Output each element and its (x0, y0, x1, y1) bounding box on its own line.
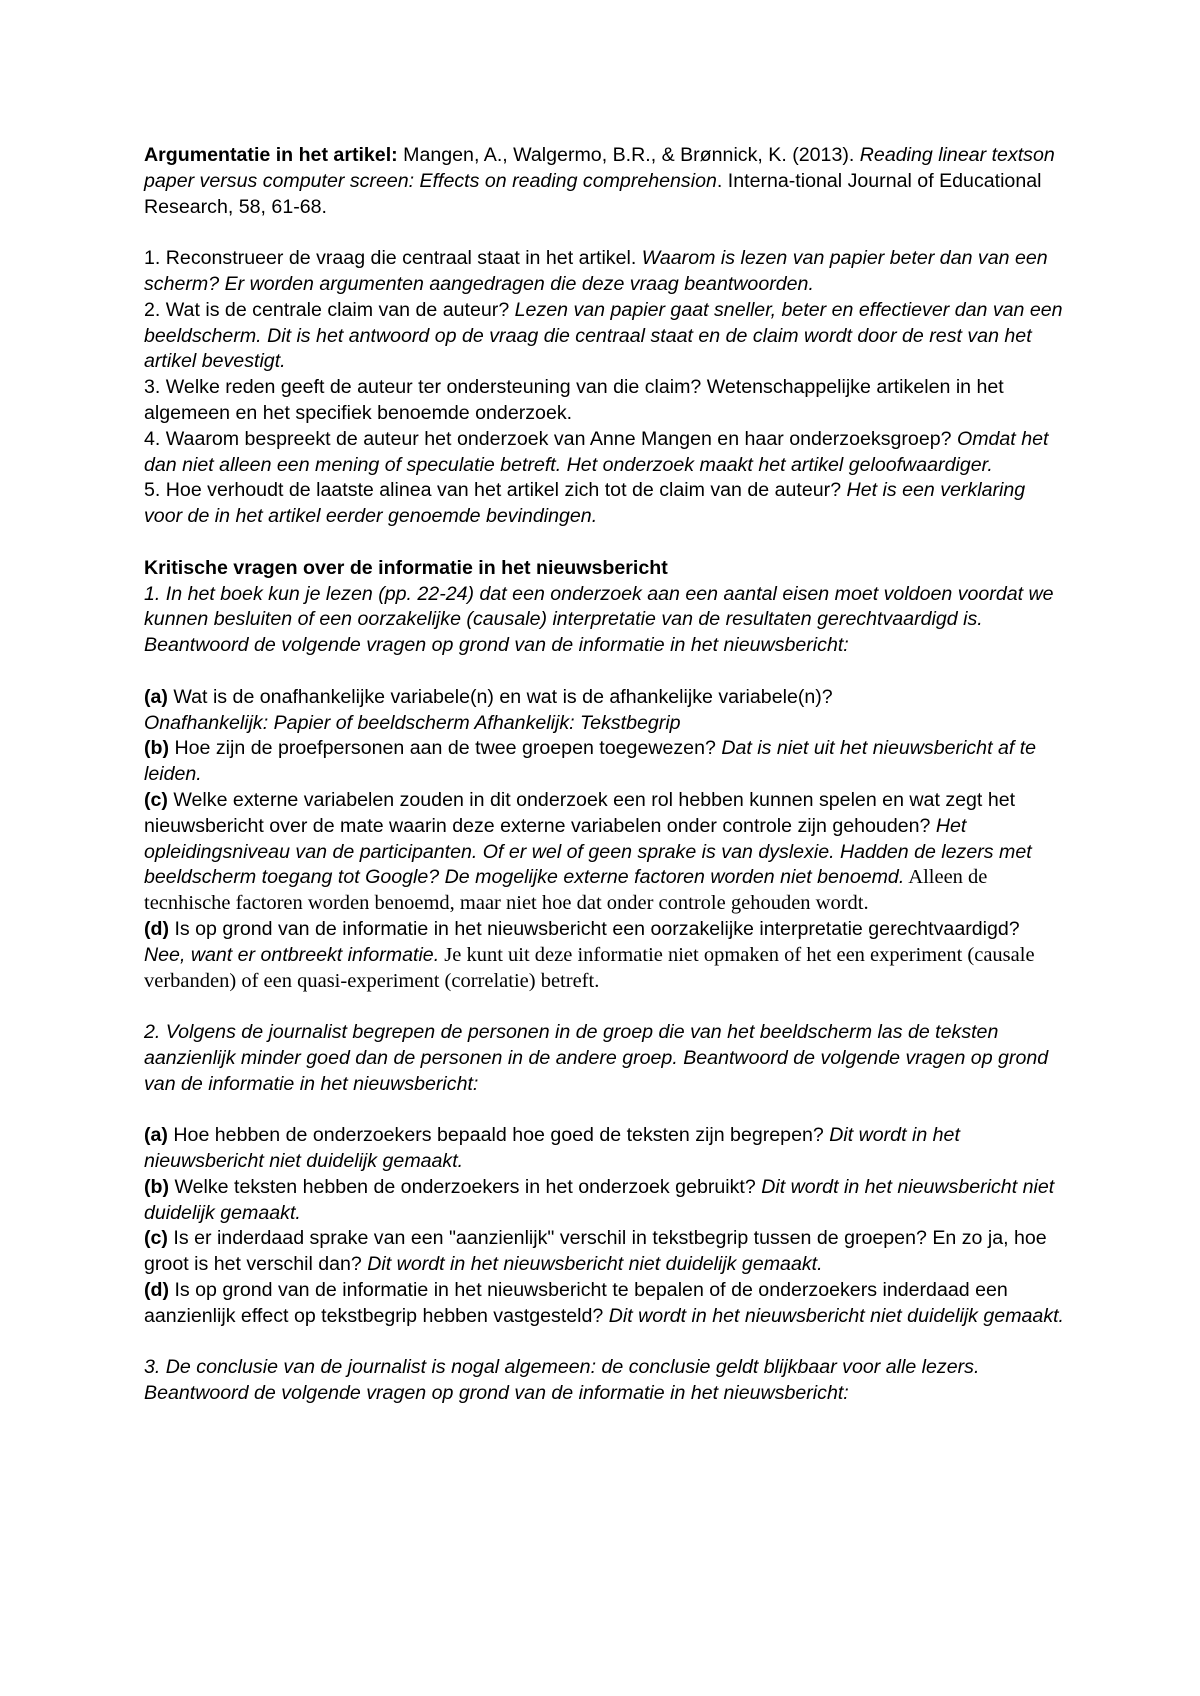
article-question-3 (144, 375, 1064, 427)
article-question-2 (144, 298, 1064, 375)
question-text: Is op grond van de informatie in het nieuwsbericht te bepalen of de onderzoekers inderdaad een aanzienlijk effect op tekstbegrip hebben vastgesteld? (144, 1279, 1008, 1327)
answer-text: Dit wordt in het nieuwsbericht niet duidelijk gemaakt. (608, 1304, 1065, 1327)
document-body (144, 143, 1064, 1407)
article-question-5 (144, 478, 1064, 530)
critical-q2-b (144, 1175, 1064, 1227)
answer-text: Dit wordt in het nieuwsbericht niet duidelijk gemaakt. (144, 1124, 960, 1173)
answer-text: Het opleidingsniveau van de participanten. Of er wel of geen sprake is van dyslexie. Hadden de lezers met beeldscherm toegang tot Google? De mogelijke externe factoren worden niet benoemd. (144, 814, 1032, 889)
critical-question-1-intro: 1. In het boek kun je lezen (pp. 22-24) dat een onderzoek aan een aantal eisen moet voldoen voordat we kunnen besluiten of een oorzakelijke (causale) interpretatie van de resultaten gerechtvaardigd is. Beantwoord de volgende vragen op grond van de informatie in het nieuwsbericht: (144, 582, 1054, 657)
critical-q2-d (144, 1278, 1064, 1330)
spacer (144, 530, 1064, 556)
item-label: (b) (144, 1175, 170, 1198)
spacer (144, 994, 1064, 1020)
citation-paragraph (144, 143, 1064, 220)
spacer (144, 220, 1064, 246)
item-label: (a) (144, 1124, 168, 1147)
question-text: 2. Wat is de centrale claim van de auteur? (144, 298, 515, 321)
citation-authors: Mangen, A., Walgermo, B.R., & Brønnick, K. (2013). (397, 144, 860, 166)
question-text: 3. Welke reden geeft de auteur ter ondersteuning van die claim? Wetenschappelijke artikelen in het algemeen en het specifiek benoemde onderzoek. (144, 376, 1004, 424)
item-label: (c) (144, 1227, 168, 1250)
answer-text: Dat is niet uit het nieuwsbericht af te leiden. (144, 737, 1037, 786)
question-text: Welke teksten hebben de onderzoekers in het onderzoek gebruikt? (169, 1175, 762, 1198)
answer-text: Dit wordt in het nieuwsbericht niet duidelijk gemaakt. (367, 1253, 823, 1276)
answer-text: Omdat het dan niet alleen een mening of speculatie betreft. Het onderzoek maakt het artikel geloofwaardiger. (144, 427, 1049, 476)
critical-q1-b (144, 736, 1064, 788)
critical-question-2-intro: 2. Volgens de journalist begrepen de personen in de groep die van het beeldscherm las de teksten aanzienlijk minder goed dan de personen in de andere groep. Beantwoord de volgende vragen op grond van de informatie in het nieuwsbericht: (144, 1021, 1049, 1095)
critical-q1-a (144, 685, 1064, 711)
spacer (144, 1097, 1064, 1123)
critical-q1-d (144, 917, 1064, 994)
article-question-4 (144, 427, 1064, 479)
answer-text: Waarom is lezen van papier beter dan van een scherm? Er worden argumenten aangedragen die deze vraag beantwoorden. (144, 247, 1048, 295)
critical-q2-c (144, 1226, 1064, 1278)
spacer (144, 1330, 1064, 1356)
question-text: Hoe zijn de proefpersonen aan de twee groepen toegewezen? (169, 737, 722, 760)
answer-text: Nee, want er ontbreekt informatie. (144, 943, 440, 966)
item-label: (c) (144, 788, 168, 811)
question-text: Is er inderdaad sprake van een "aanzienlijk" verschil in tekstbegrip tussen de groepen? En zo ja, hoe groot is het verschil dan? (144, 1227, 1047, 1276)
article-question-1 (144, 246, 1064, 298)
section-heading: Kritische vragen over de informatie in het nieuwsbericht (144, 556, 668, 579)
item-label: (a) (144, 685, 168, 708)
question-text: 5. Hoe verhoudt de laatste alinea van het artikel zich tot de claim van de auteur? (144, 479, 847, 502)
question-text: Wat is de onafhankelijke variabele(n) en wat is de afhankelijke variabele(n)? (167, 685, 833, 708)
critical-q2-a (144, 1123, 1064, 1175)
answer-extra-text: Alleen de tecnhische factoren worden benoemd, maar niet hoe dat onder controle gehouden wordt. (144, 866, 988, 915)
question-text: Is op grond van de informatie in het nieuwsbericht een oorzakelijke interpretatie gerechtvaardigd? (169, 917, 1020, 940)
item-label: (b) (144, 737, 170, 760)
answer-text: Het is een verklaring voor de in het artikel eerder genoemde bevindingen. (144, 479, 1026, 528)
critical-q1-a-answer: Onafhankelijk: Papier of beeldscherm Afhankelijk: Tekstbegrip (144, 711, 681, 734)
answer-extra-text: Je kunt uit deze informatie niet opmaken of het een experiment (causale verbanden) of een quasi-experiment (correlatie) betreft. (144, 943, 1035, 992)
critical-question-3-intro: 3. De conclusie van de journalist is nogal algemeen: de conclusie geldt blijkbaar voor alle lezers. Beantwoord de volgende vragen op grond van de informatie in het nieuwsbericht: (144, 1356, 980, 1405)
citation-journal: . Interna-tional Journal of Educational Research, 58, 61-68. (144, 169, 1042, 218)
question-text: 4. Waarom bespreekt de auteur het onderzoek van Anne Mangen en haar onderzoeksgroep? (144, 427, 957, 450)
question-text: 1. Reconstrueer de vraag die centraal staat in het artikel. (144, 247, 642, 270)
question-text: Welke externe variabelen zouden in dit onderzoek een rol hebben kunnen spelen en wat zegt het nieuwsbericht over de mate waarin deze externe variabelen onder controle zijn gehouden? (144, 788, 1016, 837)
citation-title: Reading linear textson paper versus computer screen: Effects on reading comprehension (144, 144, 1055, 192)
item-label: (d) (144, 917, 170, 940)
item-label: (d) (144, 1279, 170, 1302)
answer-text: Dit wordt in het nieuwsbericht niet duidelijk gemaakt. (144, 1175, 1055, 1224)
question-text: Hoe hebben de onderzoekers bepaald hoe goed de teksten zijn begrepen? (167, 1124, 830, 1147)
spacer (144, 659, 1064, 685)
critical-q1-c (144, 788, 1064, 917)
answer-text: Lezen van papier gaat sneller, beter en effectiever dan van een beeldscherm. Dit is het antwoord op de vraag die centraal staat en de claim wordt door de rest van het artikel bevestigt. (144, 298, 1063, 373)
citation-label: Argumentatie in het artikel: (144, 144, 398, 166)
